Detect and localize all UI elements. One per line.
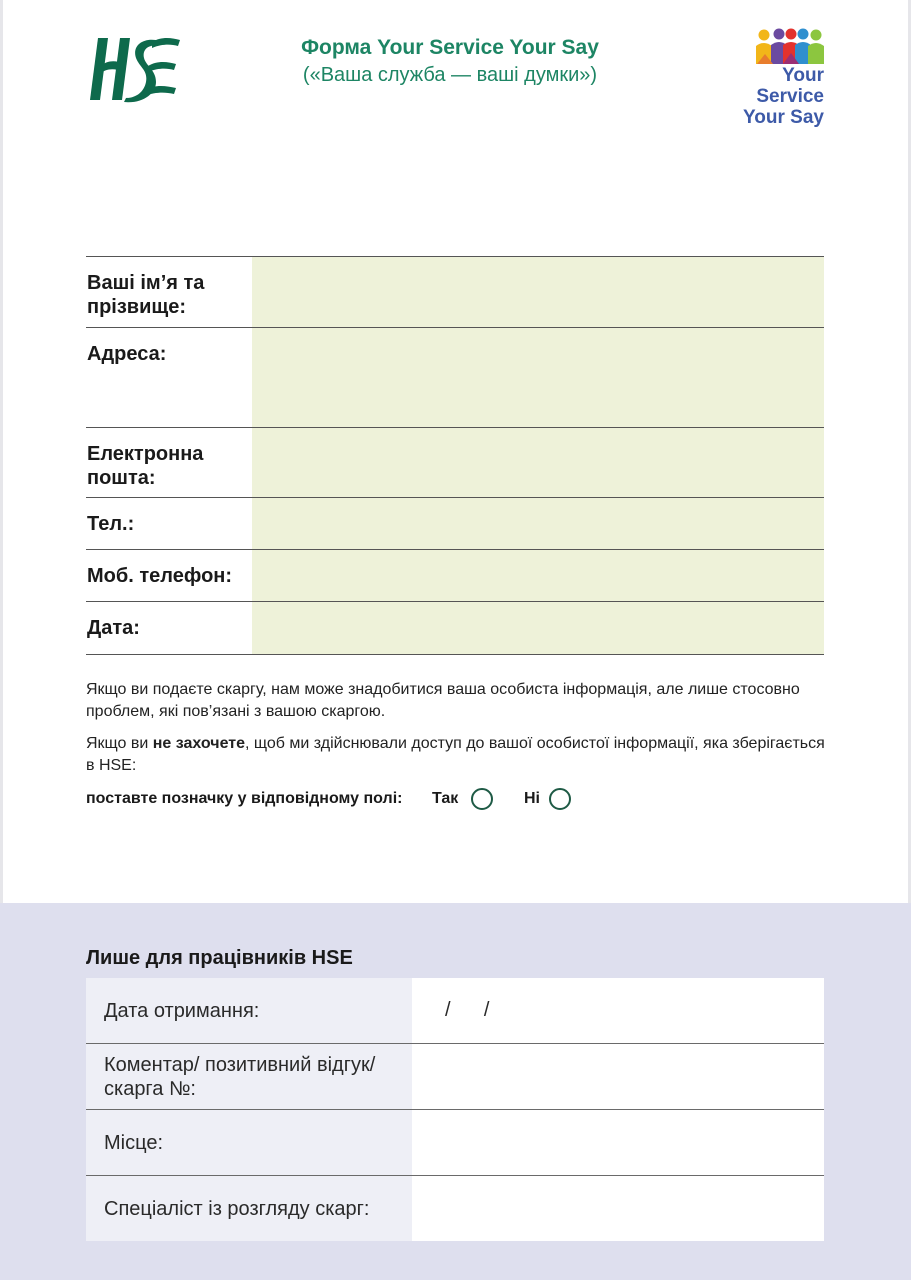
option-yes-radio[interactable]	[471, 788, 493, 810]
your-service-your-say-logo	[712, 26, 830, 128]
option-no-radio[interactable]	[549, 788, 571, 810]
address-field[interactable]	[252, 328, 824, 427]
hse-logo	[86, 30, 182, 106]
form-subtitle: («Ваша служба — ваші думки»)	[302, 64, 598, 86]
received-date-field[interactable]: / /	[412, 978, 824, 1043]
details-row-mobile	[86, 550, 824, 602]
complaints-officer-label: Спеціаліст із розгляду скарг:	[86, 1176, 412, 1241]
staff-row-comment-number	[86, 1044, 824, 1110]
staff-section-title: Лише для працівників HSE	[86, 947, 353, 969]
ysys-line2: Your Say	[743, 107, 824, 128]
email-field[interactable]	[252, 428, 824, 497]
form-title-block	[200, 34, 700, 88]
phone-field[interactable]	[252, 498, 824, 549]
staff-table	[86, 978, 824, 1241]
date-field[interactable]	[252, 602, 824, 654]
comment-number-label: Коментар/ позитивний відгук/ скарга №:	[86, 1044, 412, 1109]
ysys-line1: Your Service	[756, 65, 824, 107]
consent-prompt: поставте позначку у відповідному полі:	[86, 790, 403, 807]
details-row-email	[86, 428, 824, 498]
access-note-bold: не захочете	[152, 735, 245, 752]
staff-row-location	[86, 1110, 824, 1176]
received-date-label: Дата отримання:	[86, 978, 412, 1043]
comment-number-field[interactable]	[412, 1044, 824, 1109]
ysys-wordmark	[712, 65, 824, 128]
location-label: Місце:	[86, 1110, 412, 1175]
mobile-field[interactable]	[252, 550, 824, 601]
mobile-label: Моб. телефон:	[87, 565, 233, 587]
access-note	[86, 733, 831, 777]
phone-label: Тел.:	[87, 513, 135, 535]
address-label: Адреса:	[87, 343, 167, 365]
staff-row-complaints-officer	[86, 1176, 824, 1241]
form-title: Форма Your Service Your Say	[301, 36, 599, 59]
details-row-name	[86, 257, 824, 328]
name-field[interactable]	[252, 257, 824, 327]
location-field[interactable]	[412, 1110, 824, 1175]
access-note-suffix: , щоб ми здійснювали доступ до вашої особистої інформації, яка зберігається в HSE:	[86, 735, 825, 774]
name-label: Ваші ім’я та прізвище:	[87, 272, 205, 318]
details-row-address	[86, 328, 824, 428]
date-label: Дата:	[87, 617, 140, 639]
details-row-date	[86, 602, 824, 655]
staff-row-received-date	[86, 978, 824, 1044]
privacy-note: Якщо ви подаєте скаргу, нам може знадобитися ваша особиста інформація, але лише стосовно проблем, які пов’язані з вашою скаргою.	[86, 681, 800, 720]
access-note-prefix: Якщо ви	[86, 735, 153, 752]
option-yes-label: Так	[432, 790, 459, 807]
personal-details-table	[86, 256, 824, 655]
details-row-phone	[86, 498, 824, 550]
complaints-officer-field[interactable]	[412, 1176, 824, 1241]
option-no-label: Ні	[524, 790, 540, 807]
people-icon	[756, 28, 824, 64]
email-label: Електронна пошта:	[87, 443, 204, 489]
